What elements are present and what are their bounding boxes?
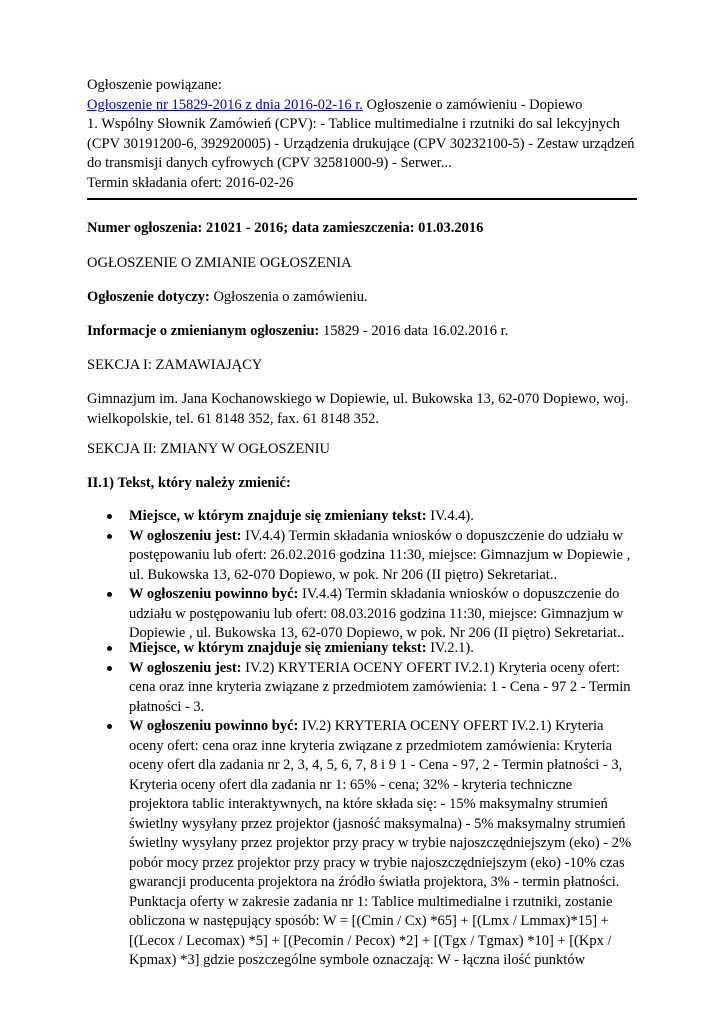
related-notice xyxy=(87,76,647,193)
related-notice-line2: 1. Wspólny Słownik Zamówień (CPV): - Tablice multimedialne i rzutniki do sal lekcyjnych xyxy=(87,116,620,132)
bullet-icon xyxy=(107,592,112,597)
list-item: Miejsce, w którym znajduje się zmieniany tekst: IV.2.1). xyxy=(87,639,647,659)
related-notice-link[interactable]: Ogłoszenie nr 15829-2016 z dnia 2016-02-16 r. xyxy=(87,96,363,113)
section-1-heading: SEKCJA I: ZAMAWIAJĄCY xyxy=(87,357,263,373)
related-notice-heading: Ogłoszenie powiązane: xyxy=(87,77,222,93)
notice-concerns: Ogłoszenie dotyczy: Ogłoszenia o zamówieniu. xyxy=(87,289,368,305)
list-item: Miejsce, w którym znajduje się zmieniany tekst: IV.4.4). xyxy=(87,507,647,527)
buyer-details: Gimnazjum im. Jana Kochanowskiego w Dopiewie, ul. Bukowska 13, 62-070 Dopiewo, woj. wielkopolskie, tel. 61 8148 352, fax. 61 8148 352. xyxy=(87,391,629,427)
section-2-heading: SEKCJA II: ZMIANY W OGŁOSZENIU xyxy=(87,441,331,457)
divider xyxy=(87,198,637,200)
list-item: W ogłoszeniu powinno być: IV.2) KRYTERIA OCENY OFERT IV.2.1) Kryteria oceny ofert: cena oraz inne kryteria związane z przedmiotem zamówienia: Kryteria oceny ofert dla zadania nr 2, 3, 4, 5, 6, 7, 8 i 9 1 - Cena - 97, 2 - Termin płatności - 3, Kryteria oceny ofert dla zadania nr 1: 65% - cena; 32% - kryteria techniczne projektora tablic interaktywnych, na które składa się: - 15% maksymalny strumień świetlny wysyłany przez projektor (jasność maksymalna) - 5% maksymalny strumień świetlny wysyłany przez projektor przy pracy w trybie najoszczędniejszym (eko) - 2% pobór mocy przez projektor przy pracy w trybie najoszczędniejszym (eko) -10% czas gwarancji producenta projektora na źródło światła projektora, 3% - termin płatności. Punktacja oferty w zakresie zadania nr 1: Tablice multimedialne i rzutniki, zostanie obliczona w następujący sposób: W = [(Cmin / Cx) *65] + [(Lmx / Lmmax)*15] + [(Lecox / Lecomax) *5] + [(Pecomin / Pecox) *2] + [(Tgx / Tgmax) *10] + [(Kpx / Kpmax) *3] gdzie poszczególne symbole oznaczają: W - łączna ilość punktów xyxy=(87,717,647,971)
change-list-1 xyxy=(87,507,647,644)
notice-type: OGŁOSZENIE O ZMIANIE OGŁOSZENIA xyxy=(87,255,352,271)
list-item: W ogłoszeniu jest: IV.2) KRYTERIA OCENY OFERT IV.2.1) Kryteria oceny ofert: cena oraz inne kryteria związane z przedmiotem zamówienia: 1 - Cena - 97 2 - Termin płatności - 3. xyxy=(87,659,647,718)
list-item: W ogłoszeniu powinno być: IV.4.4) Termin składania wniosków o dopuszczenie do udziału w postępowaniu lub ofert: 08.03.2016 godzina 11:30, miejsce: Gimnazjum w Dopiewie , ul. Bukowska 13, 62-070 Dopiewo, w pok. Nr 206 (II piętro) Sekretariat.. xyxy=(87,585,647,644)
related-notice-line1 xyxy=(87,96,647,116)
related-notice-line4: do transmisji danych cyfrowych (CPV 32581000-9) - Serwer... xyxy=(87,155,452,171)
bullet-icon xyxy=(107,666,112,671)
related-notice-title: Ogłoszenie o zamówieniu - Dopiewo xyxy=(362,96,583,113)
related-notice-line3: (CPV 30191200-6, 392920005) - Urządzenia drukujące (CPV 30232100-5) - Zestaw urządzeń xyxy=(87,135,635,152)
changed-notice-info: Informacje o zmienianym ogłoszeniu: 15829 - 2016 data 16.02.2016 r. xyxy=(87,323,509,339)
bullet-icon xyxy=(107,534,112,539)
bullet-icon xyxy=(107,514,112,519)
change-list-2 xyxy=(87,639,647,971)
subsection-heading: II.1) Tekst, który należy zmienić: xyxy=(87,475,291,491)
list-item: W ogłoszeniu jest: IV.4.4) Termin składania wniosków o dopuszczenie do udziału w postępowaniu lub ofert: 26.02.2016 godzina 11:30, miejsce: Gimnazjum w Dopiewie , ul. Bukowska 13, 62-070 Dopiewo, w pok. Nr 206 (II piętro) Sekretariat.. xyxy=(87,527,647,586)
bullet-icon xyxy=(107,724,112,729)
bullet-icon xyxy=(107,646,112,651)
notice-number: Numer ogłoszenia: 21021 - 2016; data zamieszczenia: 01.03.2016 xyxy=(87,220,484,236)
related-notice-deadline: Termin składania ofert: 2016-02-26 xyxy=(87,174,294,191)
